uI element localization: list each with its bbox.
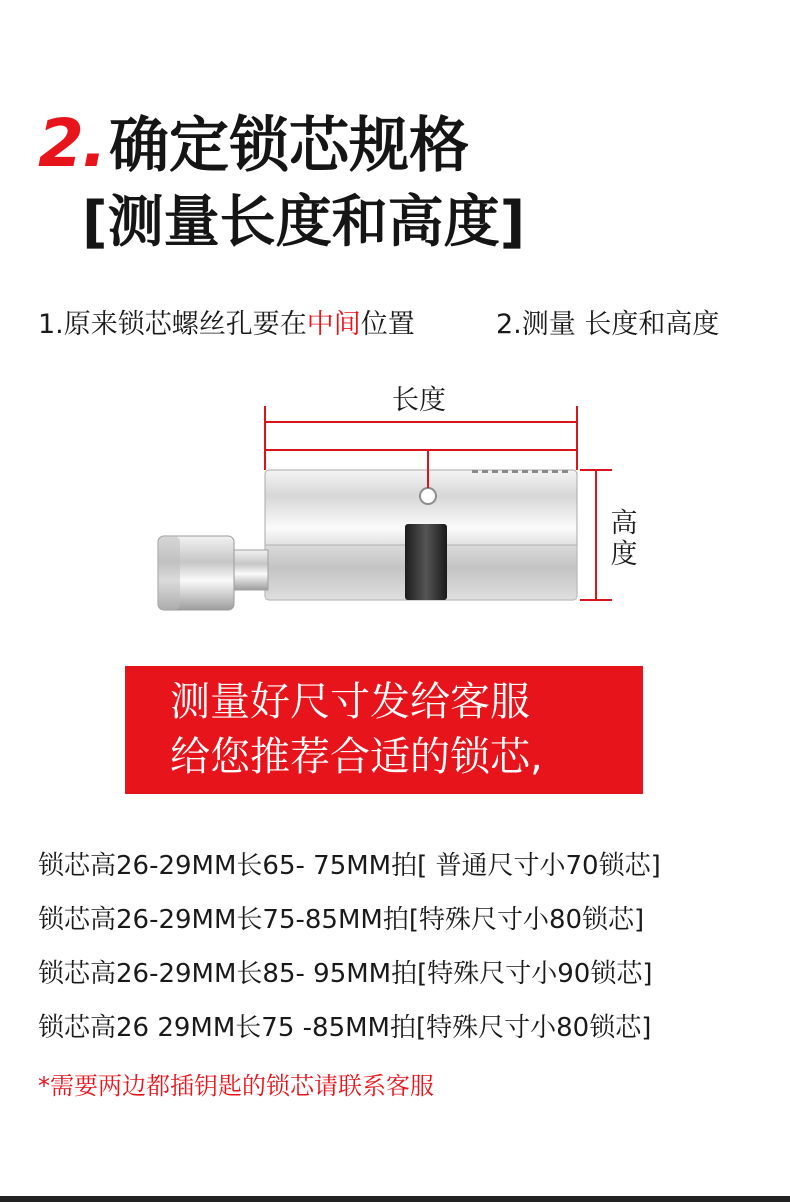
cylinder-cam <box>405 524 447 600</box>
spec-list <box>38 846 661 1062</box>
contact-banner <box>125 666 643 794</box>
section-title <box>38 98 469 184</box>
height-label-line2: 度 <box>610 539 638 570</box>
screw-hole <box>420 488 436 504</box>
knob-shaft <box>230 550 268 590</box>
step-1-after: 位置 <box>360 309 415 340</box>
lock-cylinder-diagram <box>150 370 650 630</box>
spec-item: 锁芯高26-29MM长75-85MM拍[特殊尺寸小80锁芯] <box>38 905 645 935</box>
step-1-before: 1.原来锁芯螺丝孔要在 <box>38 309 307 340</box>
contact-note: *需要两边都插钥匙的锁芯请联系客服 <box>38 1072 434 1100</box>
height-label <box>610 508 638 570</box>
banner-line-1: 测量好尺寸发给客服 <box>170 679 530 725</box>
section-heading: 确定锁芯规格 <box>109 111 469 181</box>
step-1-highlight: 中间 <box>306 309 361 340</box>
section-number: 2. <box>38 105 105 182</box>
bottom-divider <box>0 1196 790 1202</box>
spec-item: 锁芯高26-29MM长85- 95MM拍[特殊尺寸小90锁芯] <box>38 959 653 989</box>
step-1-text <box>38 302 415 341</box>
height-label-line1: 高 <box>610 508 638 539</box>
banner-line-2: 给您推荐合适的锁芯, <box>170 734 543 780</box>
step-2-text: 2.测量 长度和高度 <box>496 309 720 340</box>
spec-item: 锁芯高26-29MM长65- 75MM拍[ 普通尺寸小70锁芯] <box>38 851 661 881</box>
section-subtitle: [测量长度和高度] <box>82 190 526 255</box>
spec-item: 锁芯高26 29MM长75 -85MM拍[特殊尺寸小80锁芯] <box>38 1013 652 1043</box>
length-label: 长度 <box>392 385 446 416</box>
